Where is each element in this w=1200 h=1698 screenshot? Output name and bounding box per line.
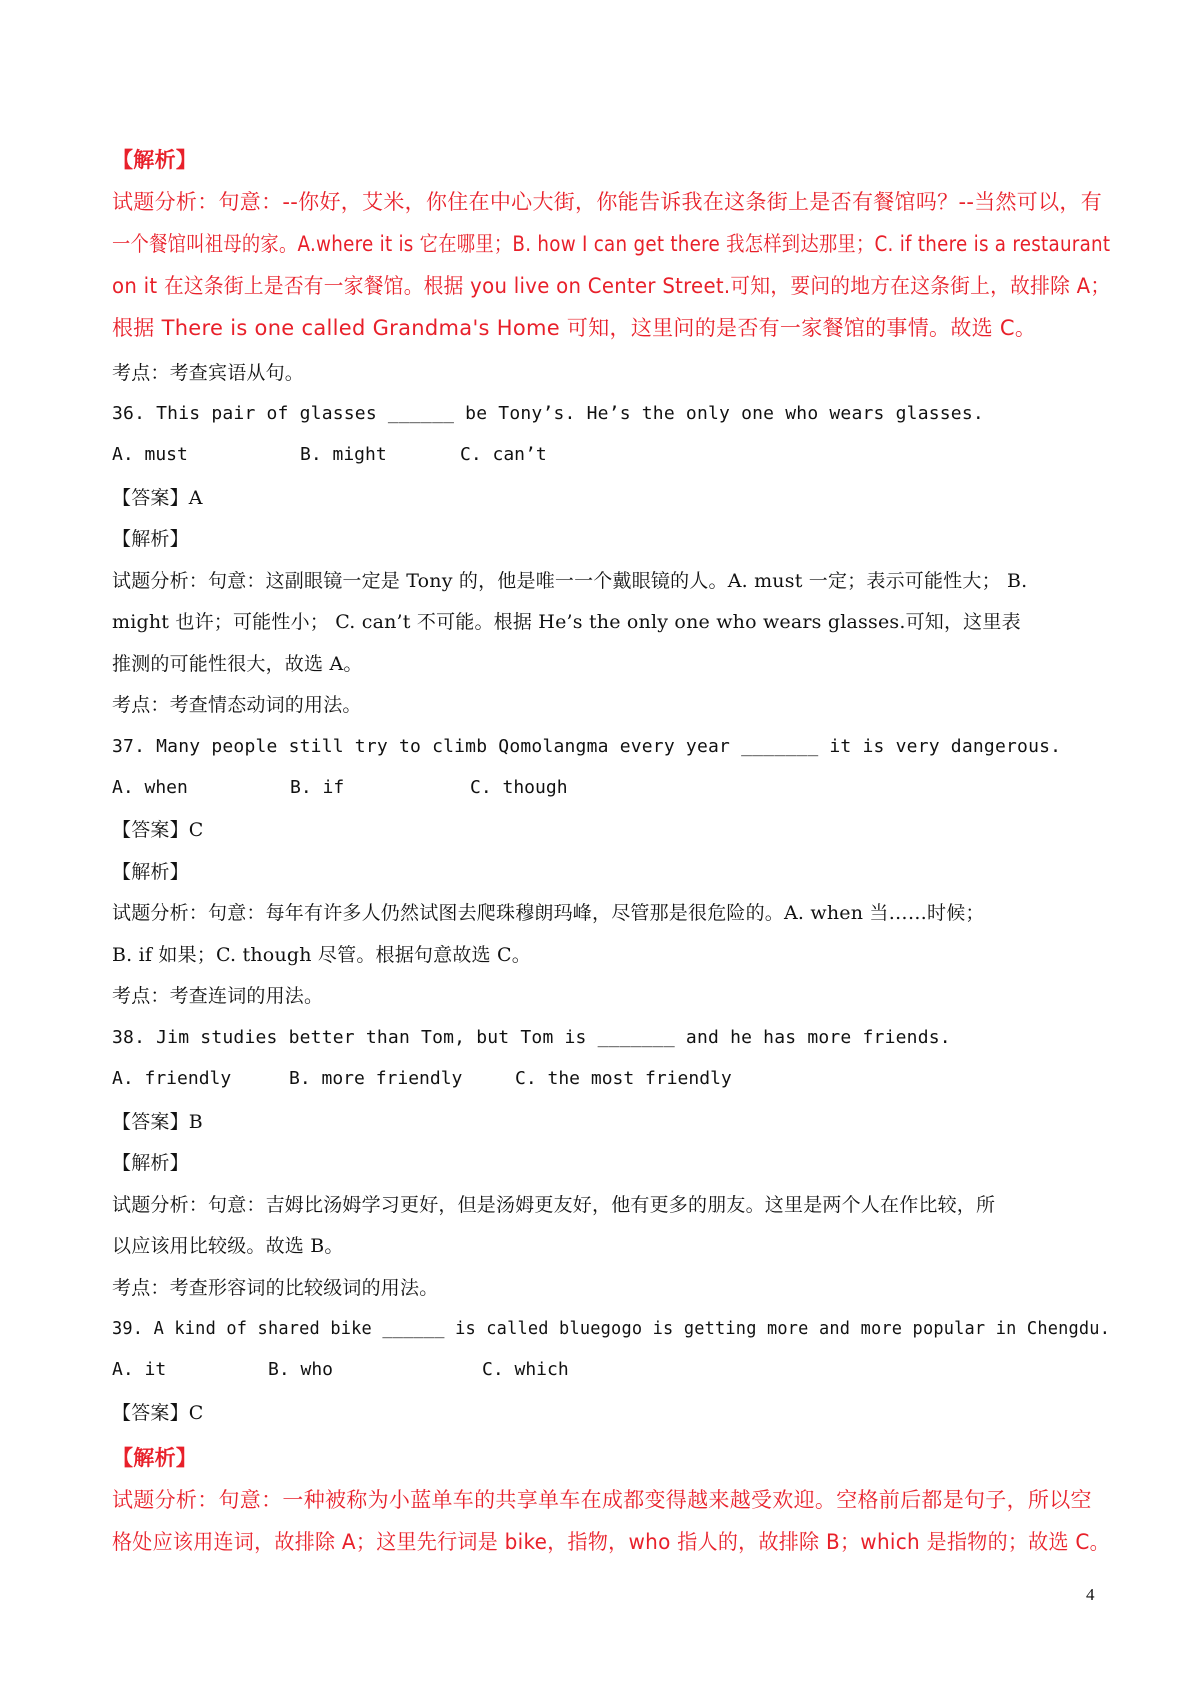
question-36: 36. This pair of glasses ______ be Tony’s. He’s the only one who wears glasses. (112, 403, 984, 424)
analysis-line: 试题分析：句意：一种被称为小蓝单车的共享单车在成都变得越来越受欢迎。空格前后都是句子，所以空 (112, 1488, 1092, 1512)
exam-point: 考点：考查宾语从句。 (112, 362, 305, 384)
analysis-line: 试题分析：句意：这副眼镜一定是 Tony 的，他是唯一一个戴眼镜的人。A. must 一定；表示可能性大； B. (112, 570, 1028, 592)
exam-point: 考点：考查情态动词的用法。 (112, 694, 362, 716)
analysis-line: 试题分析：句意：每年有许多人仍然试图去爬珠穆朗玛峰，尽管那是很危险的。A. when 当……时候； (112, 902, 985, 924)
option-c: C. though (470, 777, 568, 798)
analysis-line: 格处应该用连词，故排除 A；这里先行词是 bike，指物，who 指人的，故排除 B；which 是指物的；故选 C。 (112, 1530, 1110, 1554)
analysis-line: 根据 There is one called Grandma's Home 可知，这里问的是否有一家餐馆的事情。故选 C。 (112, 316, 1037, 340)
option-a: A. friendly (112, 1068, 232, 1089)
page-number: 4 (1086, 1585, 1095, 1604)
exam-point: 考点：考查连词的用法。 (112, 985, 324, 1007)
option-c: C. can’t (460, 444, 547, 465)
answer: 【答案】C (112, 819, 204, 841)
analysis-line: 试题分析：句意：吉姆比汤姆学习更好，但是汤姆更友好，他有更多的朋友。这里是两个人在作比较，所 (112, 1194, 996, 1216)
answer: 【答案】C (112, 1402, 204, 1424)
option-c: C. which (482, 1359, 569, 1380)
option-a: A. when (112, 777, 188, 798)
question-39: 39. A kind of shared bike ______ is called bluegogo is getting more and more popular in Chengdu. (112, 1318, 1111, 1339)
analysis-heading: 【解析】 (112, 1446, 198, 1470)
option-b: B. might (300, 444, 387, 465)
question-38: 38. Jim studies better than Tom, but Tom is _______ and he has more friends. (112, 1027, 951, 1048)
analysis-heading: 【解析】 (112, 1152, 189, 1174)
question-37: 37. Many people still try to climb Qomolangma every year _______ it is very dangerous. (112, 736, 1062, 757)
analysis-line: B. if 如果；C. though 尽管。根据句意故选 C。 (112, 944, 531, 966)
analysis-heading: 【解析】 (112, 861, 189, 883)
analysis-line: 试题分析：句意：--你好，艾米，你住在中心大街，你能告诉我在这条街上是否有餐馆吗？--当然可以，有 (112, 190, 1103, 214)
option-b: B. if (290, 777, 345, 798)
option-b: B. more friendly (289, 1068, 463, 1089)
analysis-line: on it 在这条街上是否有一家餐馆。根据 you live on Center Street.可知，要问的地方在这条街上，故排除 A； (112, 274, 1111, 298)
option-a: A. it (112, 1359, 167, 1380)
answer: 【答案】B (112, 1111, 203, 1133)
analysis-line: 推测的可能性很大，故选 A。 (112, 653, 363, 675)
option-c: C. the most friendly (515, 1068, 732, 1089)
answer: 【答案】A (112, 487, 203, 509)
analysis-line: 以应该用比较级。故选 B。 (112, 1235, 344, 1257)
analysis-line: 一个餐馆叫祖母的家。A.where it is 它在哪里；B. how I can get there 我怎样到达那里；C. if there is a restaurant (112, 232, 1111, 256)
exam-point: 考点：考查形容词的比较级词的用法。 (112, 1277, 439, 1299)
option-a: A. must (112, 444, 188, 465)
option-b: B. who (268, 1359, 334, 1380)
analysis-heading: 【解析】 (112, 148, 198, 172)
analysis-line: might 也许；可能性小； C. can’t 不可能。根据 He’s the only one who wears glasses.可知，这里表 (112, 611, 1021, 633)
analysis-heading: 【解析】 (112, 528, 189, 550)
